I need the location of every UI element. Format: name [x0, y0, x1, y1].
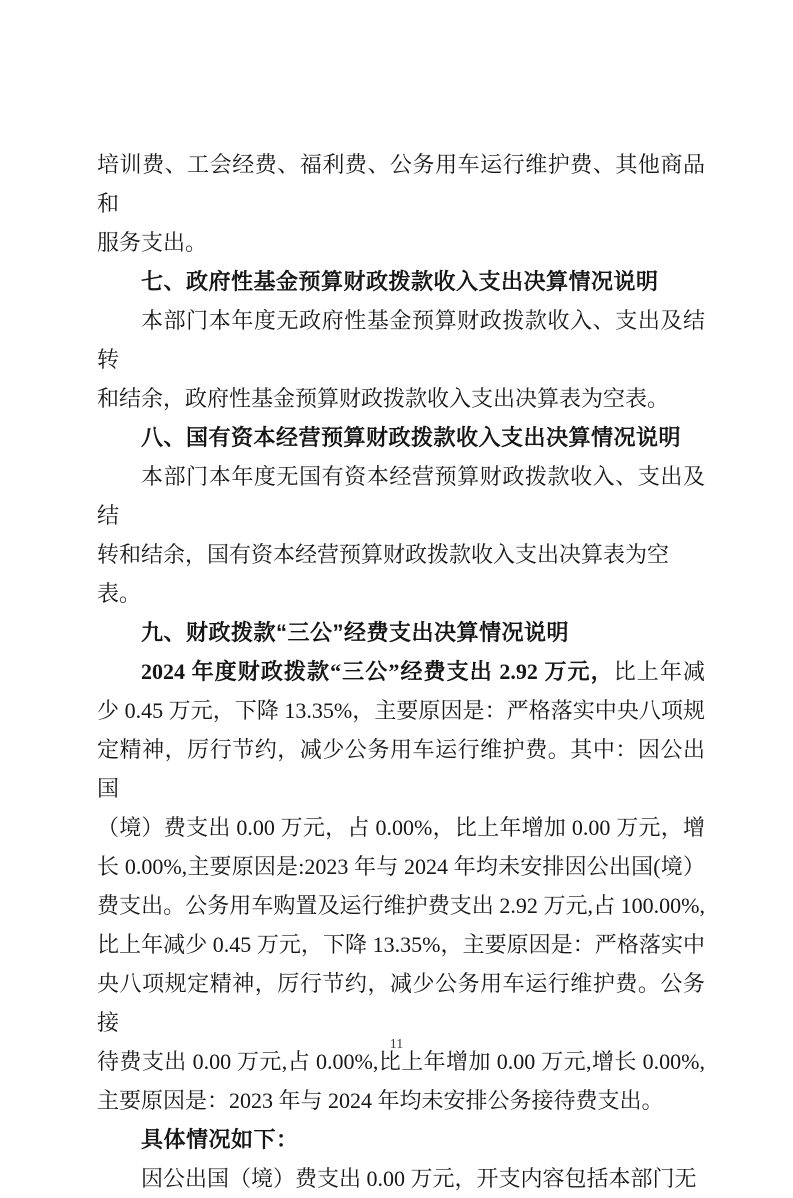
text-run: 九、财政拨款“三公”经费支出决算情况说明: [141, 620, 570, 645]
text-run: 主要原因是：2023 年与 2024 年均未安排公务接待费支出。: [97, 1088, 664, 1113]
text-line: [97, 1159, 705, 1198]
section-heading: [97, 613, 705, 652]
text-line: [97, 1081, 705, 1120]
text-line: [97, 964, 705, 1042]
text-line: [97, 223, 705, 262]
text-run: 具体情况如下：: [141, 1127, 299, 1152]
text-run: 转和结余，国有资本经营预算财政拨款收入支出决算表为空表。: [97, 542, 670, 606]
text-run: 服务支出。: [97, 230, 208, 255]
text-line: [97, 886, 705, 925]
text-run: 八、国有资本经营预算财政拨款收入支出决算情况说明: [141, 425, 682, 450]
text-line: [97, 652, 705, 691]
page-number: 11: [389, 1037, 404, 1052]
text-run: 费支出。公务用车购置及运行维护费支出 2.92 万元,占 100.00%,: [97, 893, 705, 918]
text-run: 培训费、工会经费、福利费、公务用车运行维护费、其他商品和: [97, 152, 705, 216]
text-run: 长 0.00%,主要原因是:2023 年与 2024 年均未安排因公出国(境）: [97, 854, 705, 879]
text-run: 比上年减: [613, 659, 705, 684]
section-heading: [97, 418, 705, 457]
text-line: [97, 808, 705, 847]
text-run: （境）费支出 0.00 万元，占 0.00%，比上年增加 0.00 万元，增: [97, 815, 705, 840]
text-line: [97, 301, 705, 379]
text-line: [97, 730, 705, 808]
text-run: 本部门本年度无国有资本经营预算财政拨款收入、支出及结: [97, 464, 705, 528]
bold-text-run: 2024 年度财政拨款“三公”经费支出 2.92 万元，: [141, 659, 614, 684]
text-run: 本部门本年度无政府性基金预算财政拨款收入、支出及结转: [97, 308, 705, 372]
text-line: [97, 925, 705, 964]
text-line: [97, 379, 705, 418]
section-heading: [97, 262, 705, 301]
text-run: 少 0.45 万元，下降 13.35%，主要原因是：严格落实中央八项规: [97, 698, 705, 723]
text-line: [97, 691, 705, 730]
text-run: 七、政府性基金预算财政拨款收入支出决算情况说明: [141, 269, 659, 294]
text-run: 和结余，政府性基金预算财政拨款收入支出决算表为空表。: [97, 386, 670, 411]
text-run: 定精神，厉行节约，减少公务用车运行维护费。其中：因公出国: [97, 737, 705, 801]
text-run: 因公出国（境）费支出 0.00 万元，开支内容包括本部门无: [141, 1166, 697, 1191]
text-run: 待费支出 0.00 万元,占 0.00%,比上年增加 0.00 万元,增长 0.00%,: [97, 1049, 705, 1074]
sub-heading: [97, 1120, 705, 1159]
text-line: [97, 457, 705, 535]
text-line: [97, 535, 705, 613]
text-run: 比上年减少 0.45 万元，下降 13.35%，主要原因是：严格落实中: [97, 932, 705, 957]
text-line: [97, 847, 705, 886]
text-line: [97, 145, 705, 223]
text-run: 央八项规定精神，厉行节约，减少公务用车运行维护费。公务接: [97, 971, 705, 1035]
